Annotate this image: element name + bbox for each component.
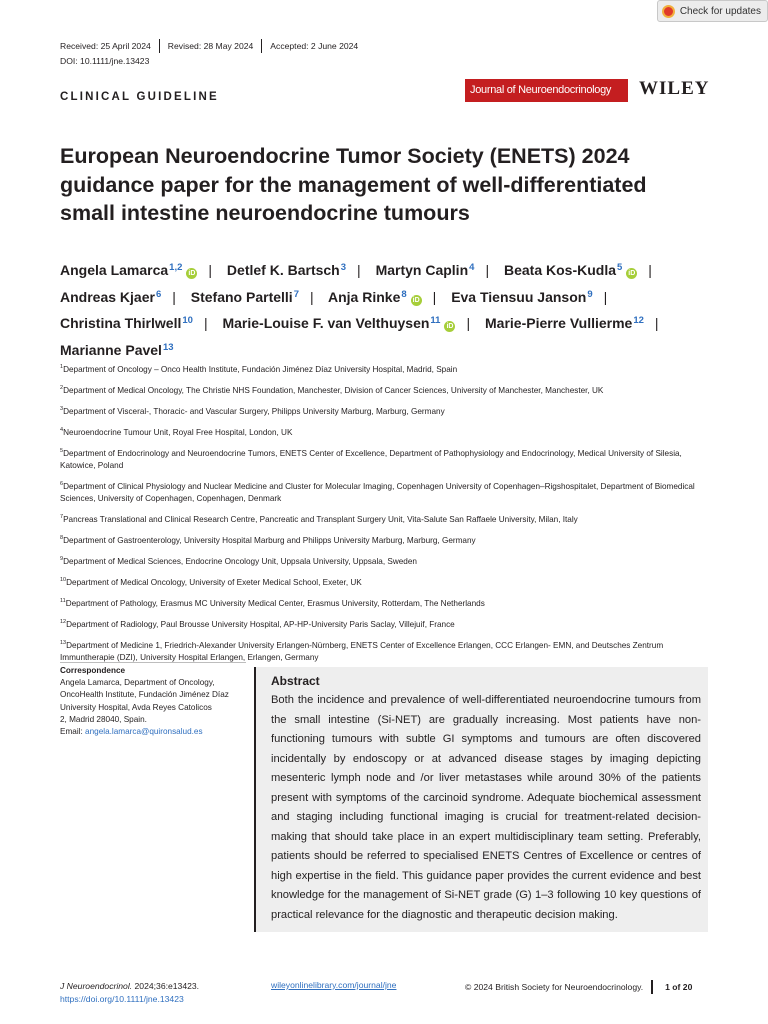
publisher-logo: WILEY [639,78,710,99]
affiliation-number: 13 [60,639,67,646]
author [222,315,455,331]
affiliation-item [60,511,715,527]
affiliation-number: 9 [60,556,64,563]
affiliation-item [60,361,715,377]
abstract-box [254,667,708,932]
affiliation-item [60,382,715,398]
doi-link[interactable]: https://doi.org/10.1111/jne.13423 [60,994,184,1004]
author-separator: | [172,288,176,305]
author [60,262,197,278]
author-affiliation-ref[interactable]: 1,2 [169,262,183,273]
affiliation-text: Department of Medical Oncology, The Christie NHS Foundation, Manchester, Division of Cancer Sciences, University of Manchester, Manchester, UK [63,385,604,395]
affiliation-text: Department of Visceral-, Thoracic- and Vascular Surgery, Philipps University Marburg, Marburg, Germany [63,406,445,416]
article-doi: DOI: 10.1111/jne.13423 [60,56,150,66]
affiliation-number: 1 [60,364,64,370]
author-separator: | [603,288,608,305]
abstract-heading: Abstract [271,674,320,688]
sidebar-divider [60,662,246,663]
author-affiliation-ref[interactable]: 3 [340,262,347,273]
affiliation-item [60,478,715,506]
affiliation-number: 7 [60,514,64,521]
author-name: Andreas Kjaer [60,288,155,305]
author-name: Eva Tiensuu Janson [451,288,587,305]
citation-volume: 2024;36:e13423. [132,981,200,991]
orcid-icon[interactable]: iD [412,296,420,304]
correspondence-email-row [60,726,245,738]
affiliation-text: Department of Endocrinology and Neuroendocrine Tumors, ENETS Center of Excellence, Department of Pathophysiology and Endocrinology, Medical University of Silesia, Katowice, Poland [60,448,682,471]
author-name: Marie-Louise F. van Velthuysen [222,315,430,331]
affiliation-number: 2 [60,384,64,391]
author [191,289,299,305]
correspondence-email-link[interactable]: angela.lamarca@quironsalud.es [85,727,203,737]
correspondence-line: OncoHealth Institute, Fundación Jiménez Díaz [60,690,229,700]
author [504,262,637,278]
author-affiliation-ref[interactable]: 12 [633,315,644,326]
author-separator: | [432,288,437,305]
revised-date: Revised: 28 May 2024 [159,39,262,53]
citation-line [60,980,199,993]
author-name: Christina Thirlwell [60,315,182,331]
author [60,342,174,358]
copyright-text: © 2024 British Society for Neuroendocrinology. [465,982,644,992]
author [485,315,644,331]
author [227,262,346,278]
affiliation-item [60,595,715,611]
affiliation-text: Department of Radiology, Paul Brousse University Hospital, AP-HP-University Paris Saclay, Villejuif, France [66,619,455,629]
footer-right [465,980,692,994]
article-dates [60,39,366,53]
author-name: Beata Kos-Kudla [503,262,616,278]
affiliation-item [60,403,715,419]
author-name: Marie-Pierre Vullierme [485,315,633,331]
author-separator: | [309,288,314,305]
author-separator: | [654,315,659,331]
received-date: Received: 25 April 2024 [60,41,151,51]
author-separator: | [357,262,361,278]
orcid-icon[interactable]: iD [188,270,196,277]
abstract-text: Both the incidence and prevalence of well-differentiated neuroendocrine tumours from the small intestine (Si-NET) are gradually increasing. Most patients have non-functioning tumours with subtle GI symptoms and tumours are often discovered incidentally by endoscopy or at advanced disease stages by imaging depicting mesenteric lymph node and /or liver metastases while around 30% of the patients present with symptoms of the carcinoid syndrome. Adequate biochemical assessment and staging including functional imaging is crucial for treatment-related decision-making that should take place in an expert multidisciplinary team setting. Preferably, patients should be referred to specialised ENETS Centres of Excellence or centres of high expertise in the field. This guidance paper provides the current evidence and best knowledge for the management of Si-NET grade (G) 1–3 following 10 key questions of practical relevance for the diagnostic and therapeutic decision making. [271,694,701,921]
article-title: European Neuroendocrine Tumor Society (ENETS) 2024 guidance paper for the management of well-differentiated small intestine neuroendocrine tumours [60,144,647,225]
author [451,289,592,305]
affiliation-number: 10 [60,577,67,584]
author-separator: | [485,262,490,278]
page-number: 1 of 20 [665,982,693,992]
author-separator: | [203,315,208,331]
journal-abbrev: J Neuroendocrinol. [60,981,133,991]
author-separator: | [208,262,213,278]
affiliation-number: 5 [60,447,64,454]
email-label: Email: [60,727,86,737]
affiliation-item [60,637,715,665]
author-affiliation-ref[interactable]: 7 [293,288,299,300]
affiliation-text: Department of Pathology, Erasmus MC University Medical Center, Erasmus University, Rotterdam, The Netherlands [65,598,485,608]
correspondence-line: University Hospital, Avda Reyes Catolicos [60,702,212,712]
accepted-date: Accepted: 2 June 2024 [261,39,366,53]
affiliation-number: 12 [60,618,67,625]
affiliation-number: 11 [60,597,66,604]
author-name: Angela Lamarca [60,262,169,278]
footer-divider [651,980,653,994]
author-separator: | [648,262,652,278]
author-list [60,256,720,362]
affiliation-number: 6 [60,480,64,487]
journal-site-link[interactable]: wileyonlinelibrary.com/journal/jne [271,980,397,990]
author-affiliation-ref[interactable]: 6 [155,288,162,300]
correspondence-line: Angela Lamarca, Department of Oncology, [60,678,215,688]
affiliation-text: Pancreas Translational and Clinical Research Centre, Pancreatic and Transplant Surgery Unit, Vita-Salute San Raffaele University, Milan, Italy [63,515,578,525]
affiliation-number: 3 [60,405,64,412]
author [376,262,475,278]
affiliation-text: Department of Gastroenterology, University Hospital Marburg and Philipps University Marburg, Marburg, Germany [63,536,476,546]
crossmark-icon [662,5,675,18]
author-affiliation-ref[interactable]: 5 [617,262,623,273]
journal-banner-logo: Journal of Neuroendocrinology [465,79,628,102]
author-name: Martyn Caplin [375,262,469,278]
affiliation-item [60,616,715,632]
affiliation-number: 4 [60,426,64,433]
affiliation-number: 8 [60,535,64,542]
author-affiliation-ref[interactable]: 10 [182,315,193,326]
affiliation-text: Neuroendocrine Tumour Unit, Royal Free Hospital, London, UK [63,427,293,437]
affiliation-item [60,574,715,590]
author-affiliation-ref[interactable]: 11 [430,315,441,326]
article-type: CLINICAL GUIDELINE [60,91,219,103]
affiliation-item [60,445,715,473]
affiliation-text: Department of Medicine 1, Friedrich-Alexander University Erlangen-Nürnberg, ENETS Center of Excellence Erlangen, CCC Erlangen- EMN, and Deutsches Zentrum Immuntherapie (DZI), University Hospital Erlangen, Erlangen, Germany [60,640,664,663]
orcid-icon[interactable]: iD [628,270,636,277]
affiliation-text: Department of Oncology – Onco Health Institute, Fundación Jiménez Díaz University Hospital, Madrid, Spain [63,365,458,374]
affiliation-text: Department of Clinical Physiology and Nuclear Medicine and Cluster for Molecular Imaging, Copenhagen University of Copenhagen–Rigshospitalet, Department of Biomedical Sciences, University of Copenhagen, Copenhagen, Denmark [60,481,695,504]
orcid-icon[interactable]: iD [446,323,454,330]
check-for-updates-label: Check for updates [679,5,761,17]
author-affiliation-ref[interactable]: 13 [162,341,174,353]
correspondence-heading: Correspondence [60,666,126,675]
affiliation-list [60,361,715,670]
author-affiliation-ref[interactable]: 9 [587,288,593,300]
affiliation-text: Department of Medical Oncology, University of Exeter Medical School, Exeter, UK [66,578,362,588]
author-name: Anja Rinke [328,288,401,305]
author-separator: | [466,315,471,331]
footer-citation [60,980,199,1006]
author-affiliation-ref[interactable]: 4 [469,262,475,273]
affiliation-text: Department of Medical Sciences, Endocrine Oncology Unit, Uppsala University, Uppsala, Sweden [63,557,417,567]
affiliation-item [60,532,715,548]
check-for-updates-button[interactable] [657,0,768,22]
correspondence-block [60,665,245,738]
author [60,289,161,305]
author [60,315,193,331]
correspondence-line: 2, Madrid 28040, Spain. [60,714,147,724]
author-name: Detlef K. Bartsch [226,262,340,278]
affiliation-item [60,424,715,440]
author-name: Marianne Pavel [60,341,162,358]
author [328,289,422,305]
author-name: Stefano Partelli [190,288,293,305]
affiliation-item [60,553,715,569]
author-affiliation-ref[interactable]: 8 [401,288,407,300]
